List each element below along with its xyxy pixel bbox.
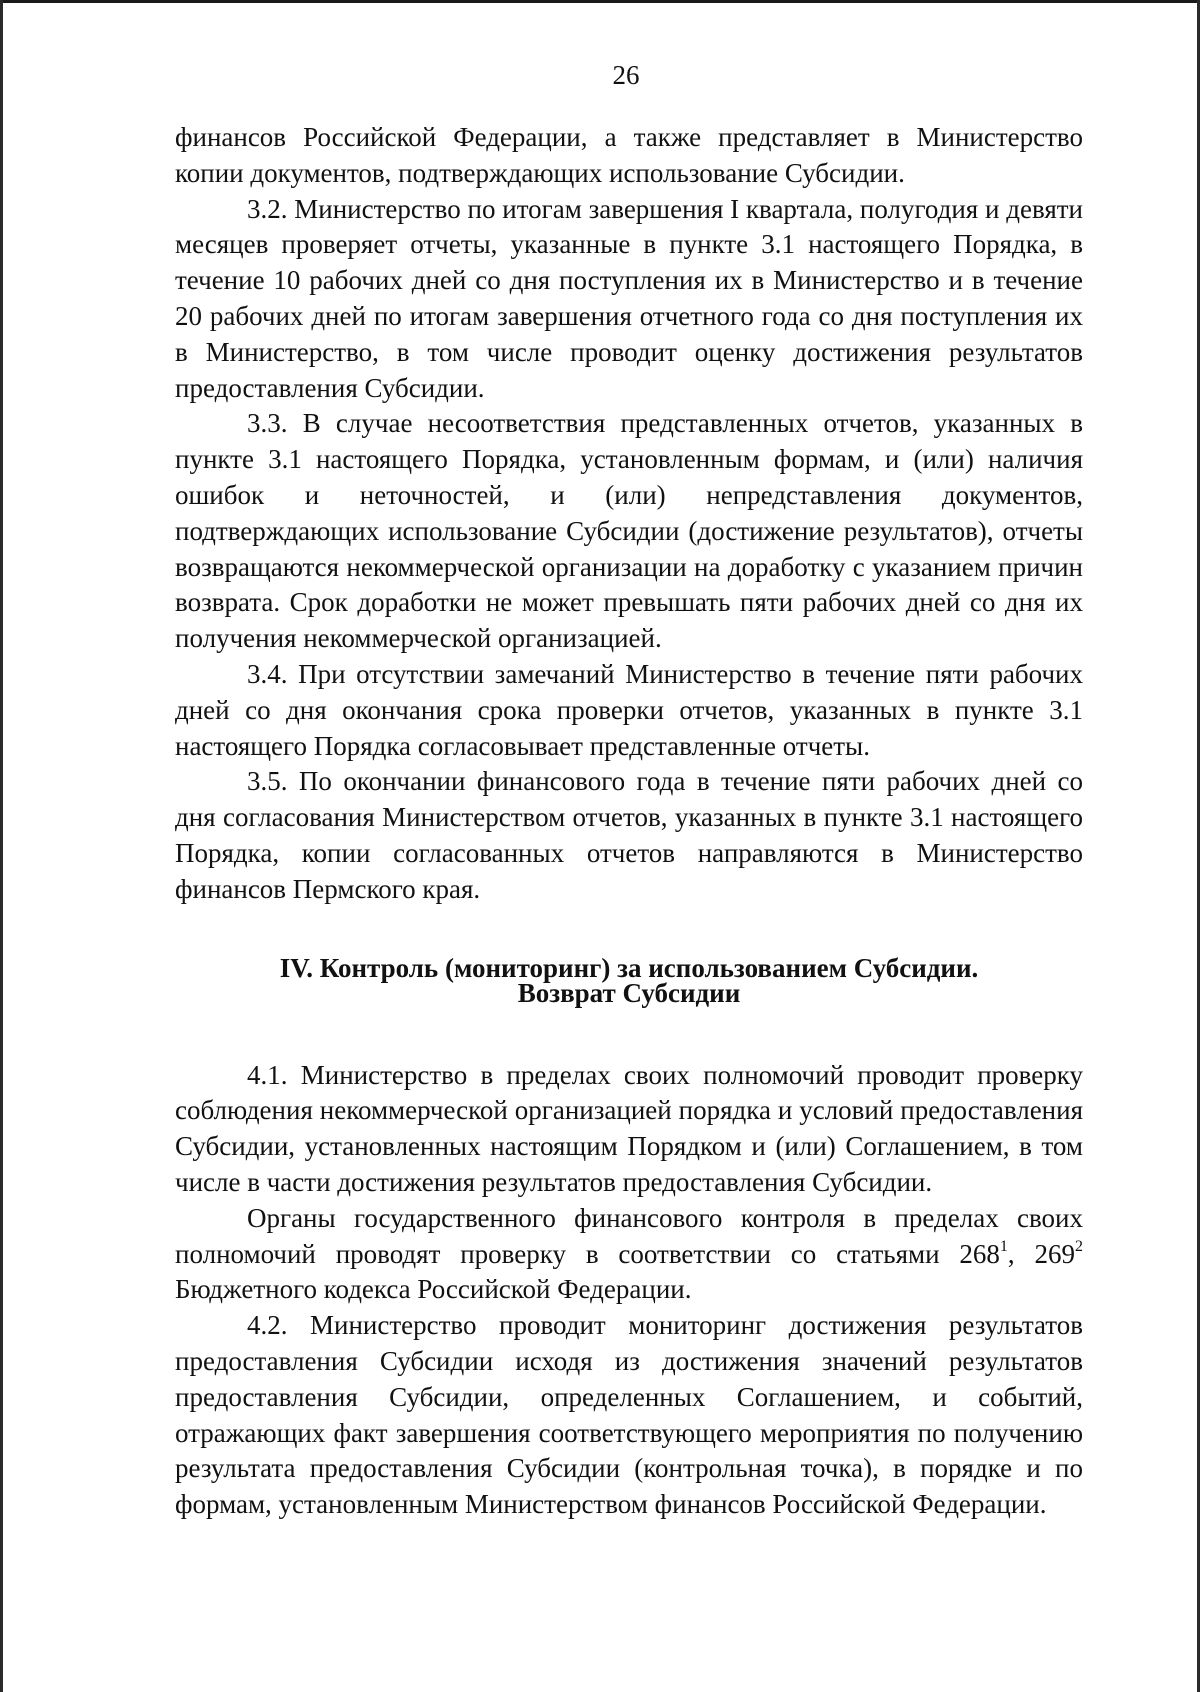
paragraph-3-4: 3.4. При отсутствии замечаний Министерство в течение пяти рабочих дней со дня окончания срока проверки отчетов, указанных в пункте 3.1 настоящего Порядка согласовывает представленные отчеты. bbox=[175, 658, 1083, 761]
article-separator: , bbox=[1007, 1238, 1035, 1269]
scan-border-left bbox=[0, 0, 3, 1692]
paragraph-4-1: 4.1. Министерство в пределах своих полномочий проводит проверку соблюдения некоммерческой организацией порядка и условий предоставления Субсидии, установленных настоящим Порядком и (или) Соглашением, в том числе в части достижения результатов предоставления Субсидии. bbox=[175, 1059, 1083, 1197]
article-269-superscript: 2 bbox=[1075, 1237, 1084, 1255]
paragraph-continuation: финансов Российской Федерации, а также представляет в Министерство копии документов, подтверждающих использование Субсидии. bbox=[175, 122, 1083, 188]
paragraph-4-2: 4.2. Министерство проводит мониторинг достижения результатов предоставления Субсидии исходя из достижения значений результатов предоставления Субсидии, определенных Соглашением, и событий, отражающих факт завершения соответствующего мероприятия по получению результата предоставления Субсидии (контрольная точка), в порядке и по формам, установленным Министерством финансов Российской Федерации. bbox=[175, 1310, 1083, 1520]
article-269: 269 bbox=[1034, 1238, 1076, 1269]
article-268-superscript: 1 bbox=[999, 1237, 1008, 1255]
section-heading-line-2: Возврат Субсидии bbox=[517, 977, 741, 1008]
paragraph-3-5: 3.5. По окончании финансового года в течение пяти рабочих дней со дня согласования Министерством отчетов, указанных в пункте 3.1 настоящего Порядка, копии согласованных отчетов направляются в Министерство финансов Пермского края. bbox=[175, 766, 1083, 904]
document-body bbox=[175, 120, 1083, 1523]
article-268: 268 bbox=[959, 1238, 1000, 1269]
paragraph-3-3: 3.3. В случае несоответствия представленных отчетов, указанных в пункте 3.1 настоящего Порядка, установленным формам, и (или) наличия ошибок и неточностей, и (или) непредставления документов, подтверждающих использование Субсидии (достижение результатов), отчеты возвращаются некоммерческой организации на доработку с указанием причин возврата. Срок доработки не может превышать пяти рабочих дней со дня их получения некоммерческой организацией. bbox=[175, 408, 1083, 654]
paragraph-3-2: 3.2. Министерство по итогам завершения I квартала, полугодия и девяти месяцев проверяет отчеты, указанные в пункте 3.1 настоящего Порядка, в течение 10 рабочих дней со дня поступления их в Министерство и в течение 20 рабочих дней по итогам завершения отчетного года со дня поступления их в Министерство, в том числе проводит оценку достижения результатов предоставления Субсидии. bbox=[175, 193, 1083, 403]
section-heading bbox=[175, 952, 1083, 1008]
control-text-before: Органы государственного финансового контроля в пределах своих полномочий проводят проверку в соответствии со статьями bbox=[175, 1202, 1083, 1269]
paragraph-financial-control bbox=[175, 1201, 1083, 1308]
scan-border-top bbox=[0, 0, 1200, 3]
section-heading-line-1: IV. Контроль (мониторинг) за использованием Субсидии. bbox=[279, 952, 979, 983]
page-number: 26 bbox=[612, 60, 640, 90]
control-text-after: Бюджетного кодекса Российской Федерации. bbox=[175, 1274, 692, 1305]
